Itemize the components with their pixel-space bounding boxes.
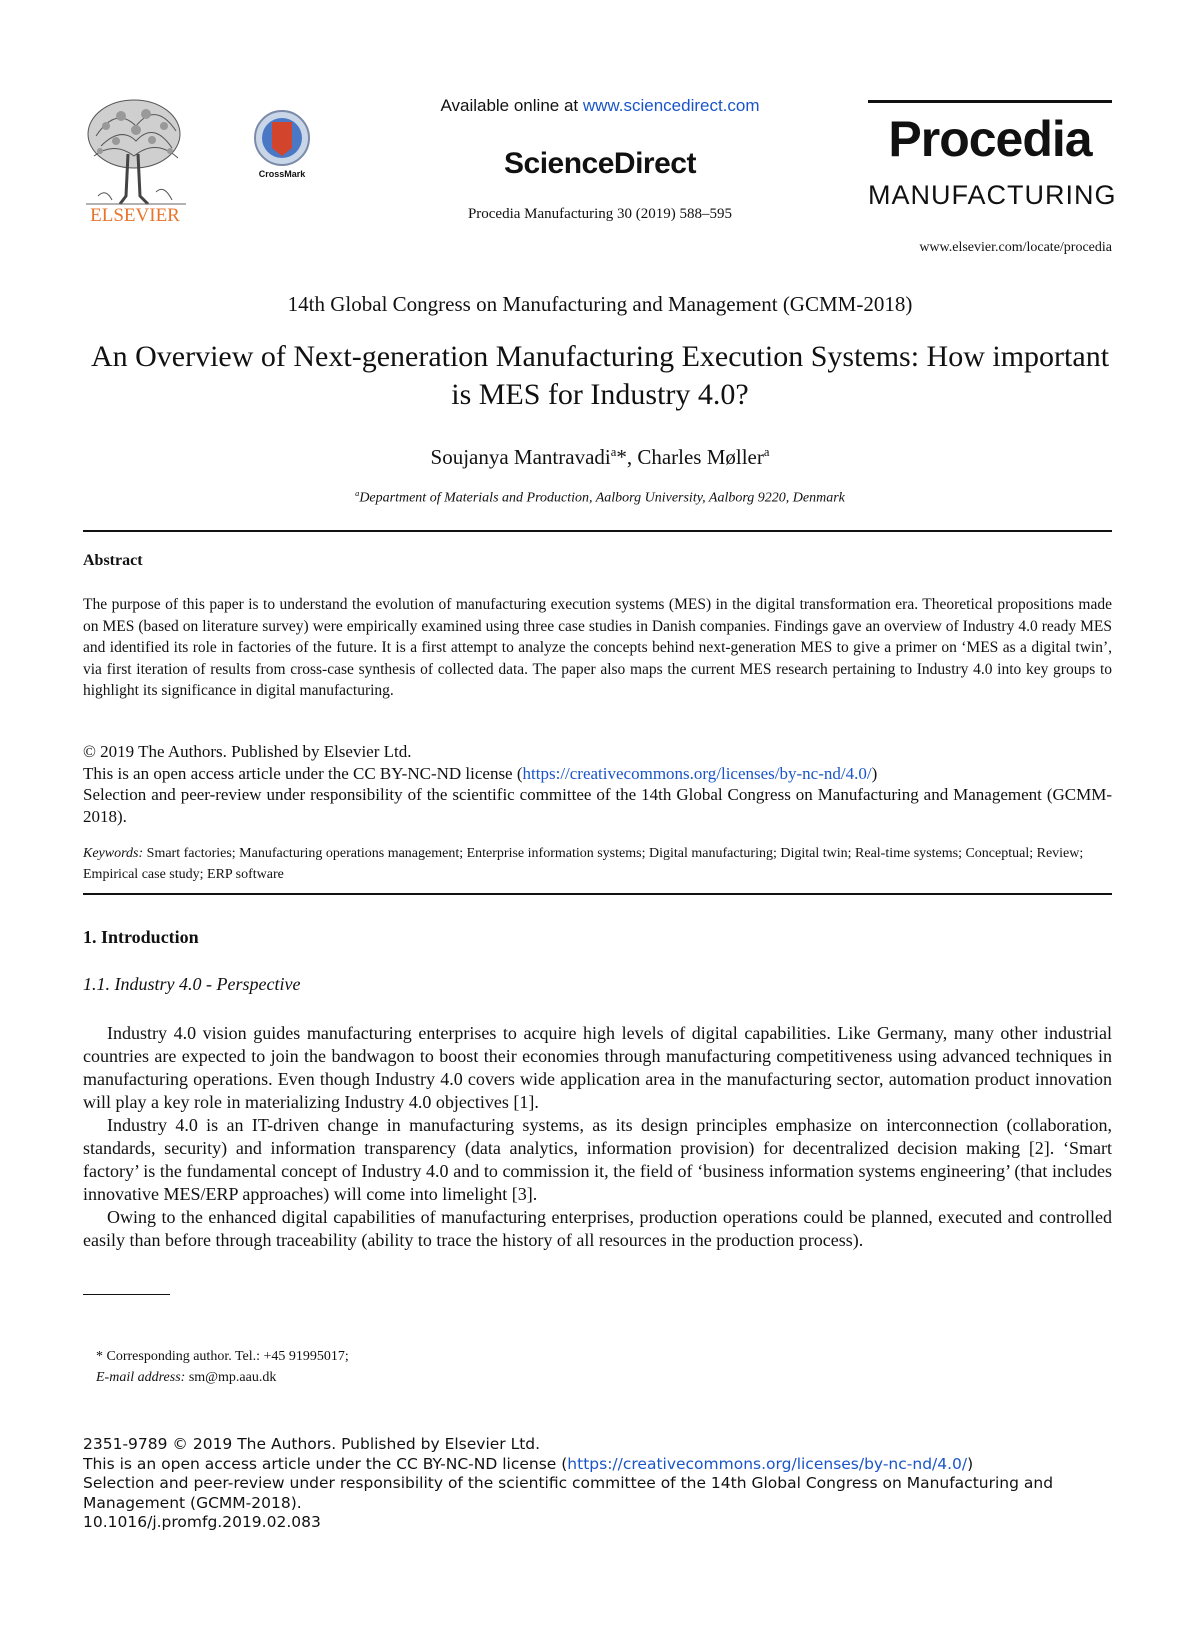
conference-name: 14th Global Congress on Manufacturing and Management (GCMM-2018) [287,292,913,316]
corresponding-author: * Corresponding author. Tel.: +45 91995017; [96,1349,349,1364]
journal-reference: Procedia Manufacturing 30 (2019) 588–595 [467,206,733,222]
subsection-heading: 1.1. Industry 4.0 - Perspective [83,974,301,994]
manufacturing-wordmark: MANUFACTURING [868,180,1117,210]
email-line [96,1367,349,1388]
abstract-heading: Abstract [83,552,143,569]
affiliation-marker: a [355,489,360,498]
author-affiliation-marker: a [763,445,770,459]
issn-line: 2351-9789 © 2019 The Authors. Published by Elsevier Ltd. [83,1435,541,1453]
footnote [96,1346,349,1388]
sciencedirect-link[interactable]: www.sciencedirect.com [582,96,760,115]
open-access-line: This is an open access article under the CC BY-NC-ND license (https://creativecommons.org/licenses/by-nc-nd/4.0/) [83,763,878,783]
paragraph: Owing to the enhanced digital capabilities of manufacturing enterprises, production operations could be planned, executed and controlled easily than before through traceability (ability to trace the history of all resources in the production process). [83,1207,1112,1250]
author-affiliation-marker: a [610,445,617,459]
license-link[interactable]: https://creativecommons.org/licenses/by-nc-nd/4.0/ [522,763,872,783]
procedia-url-link[interactable]: www.elsevier.com/locate/procedia [919,240,1112,255]
copyright-line: © 2019 The Authors. Published by Elsevier Ltd. [83,742,412,761]
elsevier-label: ELSEVIER [90,205,180,224]
keywords-list: Smart factories; Manufacturing operations management; Enterprise information systems; Digital manufacturing; Digital twin; Real-time systems; Conceptual; Review; Empirical case study; ERP software [83,846,1084,882]
corresponding-marker: *, [616,445,638,469]
sciencedirect-brand: ScienceDirect [504,147,696,180]
paragraph: Industry 4.0 is an IT-driven change in manufacturing systems, as its design principles emphasize on interconnection (collaboration, standards, security) and information transparency (data analytics, information provision) for decentralized decision making [2]. ‘Smart factory’ is the fundamental concept of Industry 4.0 and to commission it, the field of ‘business information systems engineering’ (that includes innovative MES/ERP approaches) will come into limelight [3]. [83,1115,1112,1204]
divider-top [83,530,1112,532]
section-heading-introduction: 1. Introduction [83,927,199,947]
available-prefix: Available online at [440,96,583,115]
paper-title: An Overview of Next-generation Manufacturing Execution Systems: How important is MES for Industry 4.0? [90,340,1110,411]
footnote-divider [83,1294,170,1295]
introduction-body [83,1022,1112,1252]
email-label: E-mail address: [96,1370,186,1385]
author-moller: Charles Møller [637,445,764,469]
author-mantravadi: Soujanya Mantravadi [430,445,611,469]
authors [0,445,1200,470]
license-block [83,741,1112,827]
procedia-wordmark: Procedia [888,111,1092,167]
crossmark-label: CrossMark [258,169,306,179]
paragraph: Industry 4.0 vision guides manufacturing enterprises to acquire high levels of digital capabilities. Like Germany, many other industrial countries are expected to join the bandwagon to boost their economies through manufacturing competitiveness using advanced techniques in manufacturing operations. Even though Industry 4.0 covers wide application area in the manufacturing sector, automation product innovation will play a key role in materializing Industry 4.0 objectives [1]. [83,1023,1112,1112]
divider-bottom [83,893,1112,895]
peer-review-line: Selection and peer-review under responsibility of the scientific committee of the 14th Global Congress on Manufacturing and Management (GCMM-2018). [83,785,1112,826]
abstract-text: The purpose of this paper is to understand the evolution of manufacturing execution systems (MES) in the digital transformation era. Theoretical propositions made on MES (based on literature survey) were empirically examined using three case studies in Danish companies. Findings gave an overview of Industry 4.0 ready MES and identified its role in factories of the future. It is a first attempt to analyze the concepts behind next-generation MES to give a primer on ‘MES as a digital twin’, via first iteration of results from cross-case synthesis of collected data. The paper also maps the current MES research pertaining to Industry 4.0 into key groups to highlight its significance in digital manufacturing. [83,596,1112,699]
license-link[interactable]: https://creativecommons.org/licenses/by-nc-nd/4.0/ [567,1454,968,1473]
peer-review-line: Selection and peer-review under responsibility of the scientific committee of the 14th Global Congress on Manufacturing and Management (GCMM-2018). [83,1474,1054,1512]
affiliation [0,489,1200,507]
keywords [83,844,1112,885]
email-link[interactable]: sm@mp.aau.dk [185,1370,277,1385]
open-access-line: This is an open access article under the CC BY-NC-ND license (https://creativecommons.org/licenses/by-nc-nd/4.0/) [83,1454,974,1473]
keywords-label: Keywords: [83,846,144,861]
affiliation-text: Department of Materials and Production, Aalborg University, Aalborg 9220, Denmark [359,490,845,506]
doi-link[interactable]: 10.1016/j.promfg.2019.02.083 [83,1513,321,1531]
publication-info [83,1435,1112,1533]
